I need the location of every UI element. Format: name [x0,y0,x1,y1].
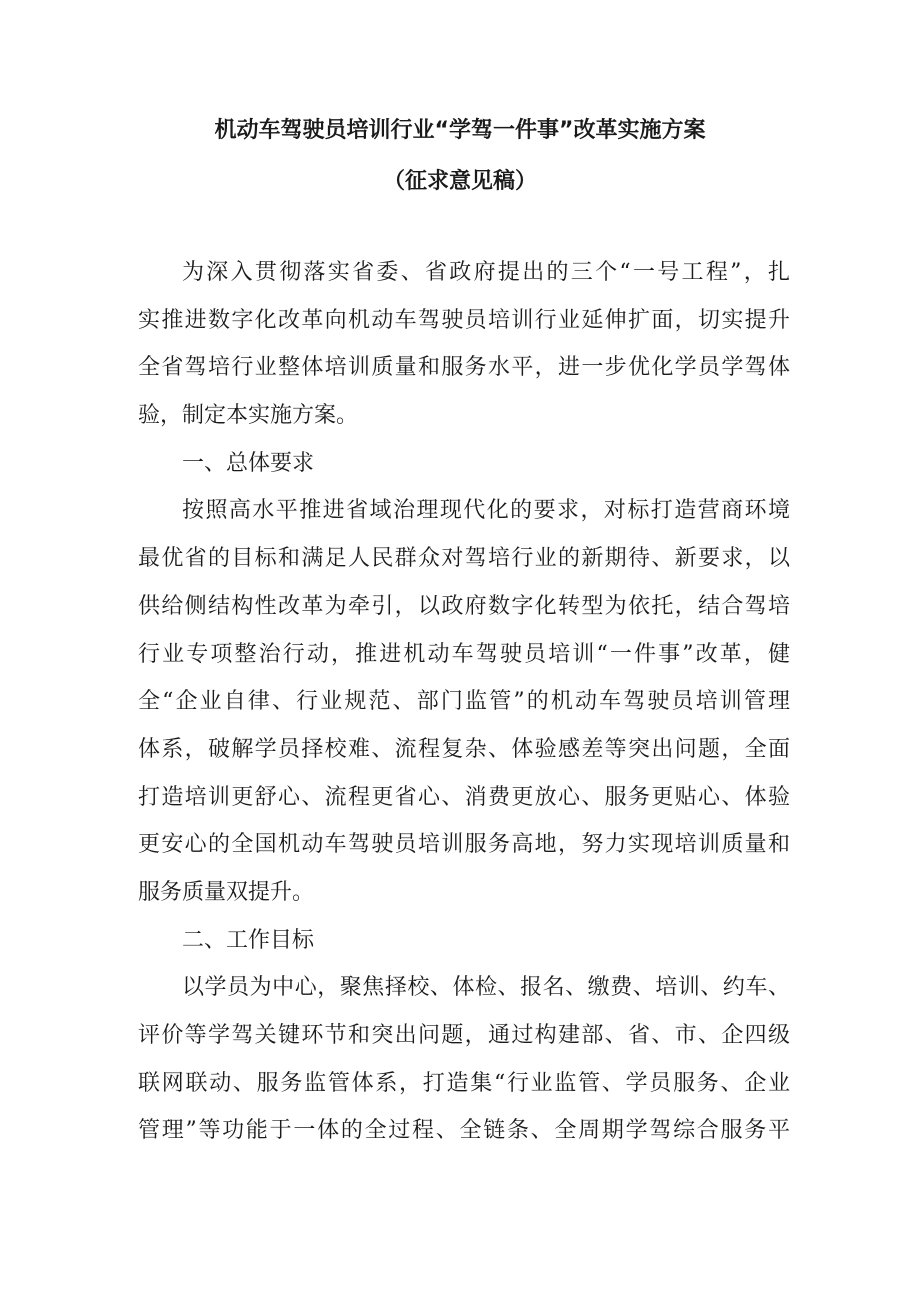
body-line: 供给侧结构性改革为牵引，以政府数字化转型为依托，结合驾培 [138,593,790,619]
body-line: 服务质量双提升。 [138,879,315,905]
body-line: 全“企业自律、行业规范、部门监管”的机动车驾驶员培训管理 [138,689,790,715]
body-line: 打造培训更舒心、流程更省心、消费更放心、服务更贴心、体验 [138,784,790,810]
document-subtitle: （征求意见稿） [382,169,537,194]
body-line: 评价等学驾关键环节和突出问题，通过构建部、省、市、企四级 [138,1023,790,1048]
body-line: 更安心的全国机动车驾驶员培训服务高地，努力实现培训质量和 [138,832,790,858]
body-line: 最优省的目标和满足人民群众对驾培行业的新期待、新要求，以 [138,546,790,572]
body-line: 二、工作目标 [182,927,315,953]
body-line: 以学员为中心，聚焦择校、体检、报名、缴费、培训、约车、 [182,975,790,1001]
body-line: 按照高水平推进省域治理现代化的要求，对标打造营商环境 [182,498,790,524]
body-line: 管理”等功能于一体的全过程、全链条、全周期学驾综合服务平 [138,1118,790,1144]
body-line: 体系，破解学员择校难、流程复杂、体验感差等突出问题，全面 [138,736,790,762]
body-line: 验，制定本实施方案。 [138,403,359,429]
body-line: 全省驾培行业整体培训质量和服务水平，进一步优化学员学驾体 [138,355,790,381]
body-line: 行业专项整治行动，推进机动车驾驶员培训“一件事”改革，健 [138,641,790,667]
body-line: 实推进数字化改革向机动车驾驶员培训行业延伸扩面，切实提升 [138,307,790,333]
document-body [138,249,790,1155]
document-title: 机动车驾驶员培训行业“学驾一件事”改革实施方案 [214,118,706,143]
body-line: 一、总体要求 [182,450,315,476]
body-line: 联网联动、服务监管体系，打造集“行业监管、学员服务、企业 [138,1070,790,1096]
body-line: 为深入贯彻落实省委、省政府提出的三个“一号工程”，扎 [182,260,790,285]
